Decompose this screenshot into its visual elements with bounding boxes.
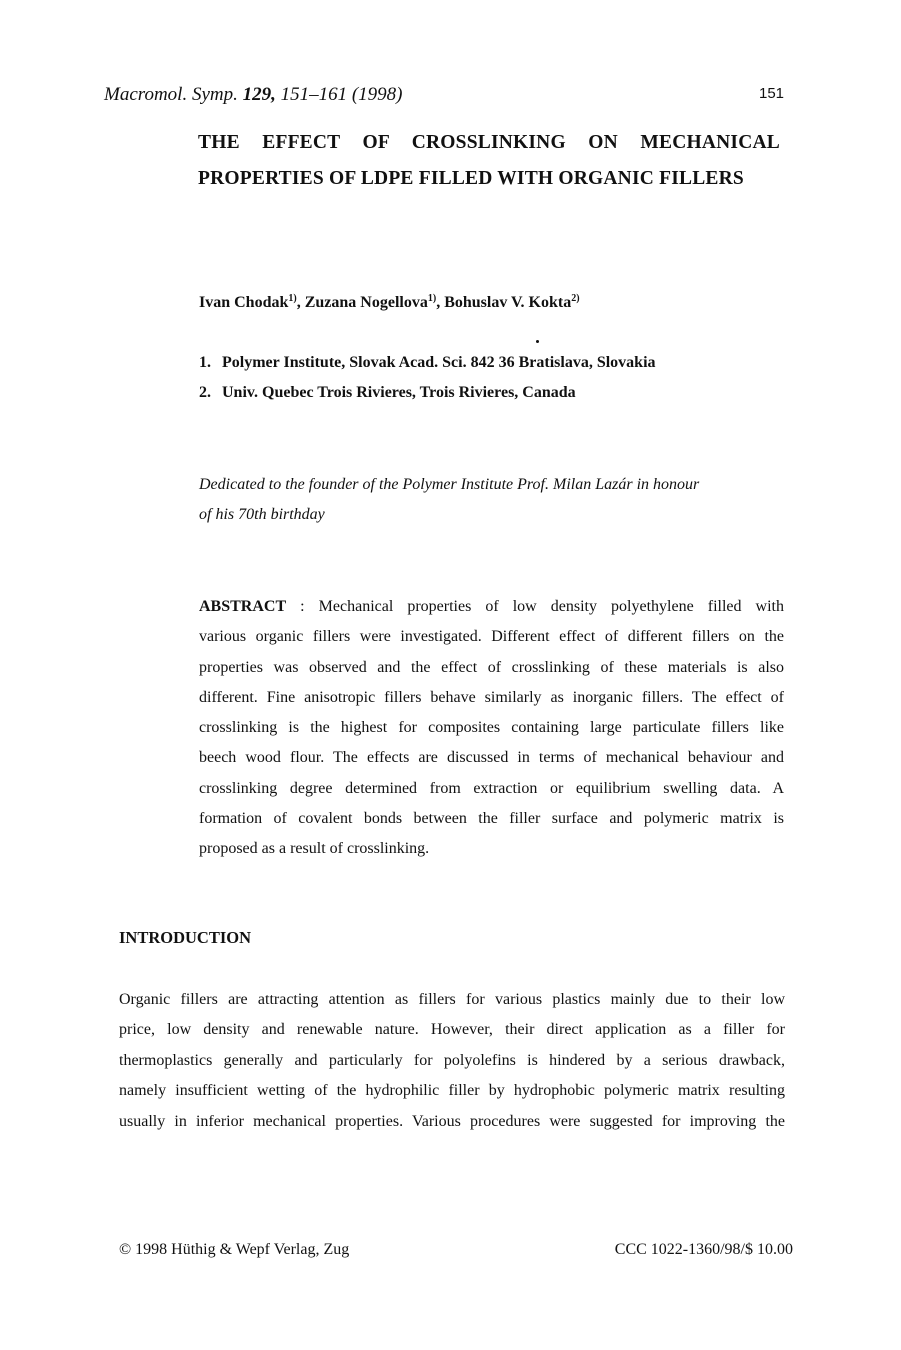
body-line: Organic fillers are attracting attention as fillers for various plastics mainly due to their low [119, 991, 785, 1008]
page-number: 151 [759, 85, 785, 102]
affiliation-2 [199, 384, 576, 402]
dedication-line-1: Dedicated to the founder of the Polymer Institute Prof. Milan Lazár in honour [199, 476, 700, 493]
abstract-line: beech wood flour. The effects are discussed in terms of mechanical behaviour and [199, 749, 784, 767]
abstract-line [199, 592, 784, 622]
body-line: usually in inferior mechanical properties. Various procedures were suggested for improving the [119, 1112, 785, 1130]
copyright-notice: © 1998 Hüthig & Wepf Verlag, Zug [119, 1241, 350, 1258]
stray-dot-mark [536, 340, 539, 343]
affiliation-number: 2. [199, 384, 211, 401]
affiliation-text: Univ. Quebec Trois Rivieres, Trois Rivieres, Canada [222, 384, 576, 401]
affiliation-1 [199, 354, 656, 372]
author-affiliation-mark: 1) [427, 293, 437, 304]
author-list [199, 294, 580, 312]
author-name: Ivan Chodak [199, 294, 289, 311]
author-affiliation-mark: 1) [288, 293, 297, 304]
journal-pages-year: 151–161 (1998) [280, 84, 403, 105]
body-line: namely insufficient wetting of the hydrophilic filler by hydrophobic polymeric matrix resulting [119, 1082, 785, 1100]
body-line: thermoplastics generally and particularly for polyolefins is hindered by a serious drawback, [119, 1051, 785, 1069]
abstract-line: different. Fine anisotropic fillers behave similarly as inorganic fillers. The effect of [199, 688, 784, 706]
abstract-line: properties was observed and the effect of crosslinking of these materials is also [199, 658, 784, 676]
abstract [199, 592, 784, 865]
abstract-line: crosslinking is the highest for composites containing large particulate fillers like [199, 719, 784, 737]
author-name: Zuzana Nogellova [304, 294, 428, 311]
author-separator: , [436, 294, 445, 311]
journal-name: Macromol. Symp. [104, 84, 238, 105]
paper-title-line-1: THE EFFECT OF CROSSLINKING ON MECHANICAL [198, 132, 780, 153]
body-line: price, low density and renewable nature. However, their direct application as a filler for [119, 1021, 785, 1039]
journal-citation [104, 84, 403, 106]
abstract-line: formation of covalent bonds between the filler surface and polymeric matrix is [199, 810, 784, 828]
introduction-body [119, 985, 785, 1137]
author-name: Bohuslav V. Kokta [444, 294, 572, 311]
abstract-line: various organic fillers were investigated. Different effect of different fillers on the [199, 628, 784, 646]
abstract-line: crosslinking degree determined from extraction or equilibrium swelling data. A [199, 779, 784, 797]
ccc-code: CCC 1022-1360/98/$ 10.00 [614, 1241, 793, 1258]
abstract-line-text: : Mechanical properties of low density polyethylene filled with [286, 598, 784, 615]
paper-title-line-2: PROPERTIES OF LDPE FILLED WITH ORGANIC FILLERS [198, 168, 744, 189]
author-affiliation-mark: 2) [571, 293, 580, 304]
abstract-label: ABSTRACT [199, 598, 287, 615]
section-heading-introduction: INTRODUCTION [119, 928, 252, 947]
abstract-line: proposed as a result of crosslinking. [199, 840, 430, 858]
affiliation-text: Polymer Institute, Slovak Acad. Sci. 842 36 Bratislava, Slovakia [222, 354, 656, 371]
author-separator: , [296, 294, 305, 311]
dedication-line-2: of his 70th birthday [199, 506, 325, 523]
affiliation-number: 1. [199, 354, 211, 371]
journal-volume: 129, [242, 84, 276, 105]
